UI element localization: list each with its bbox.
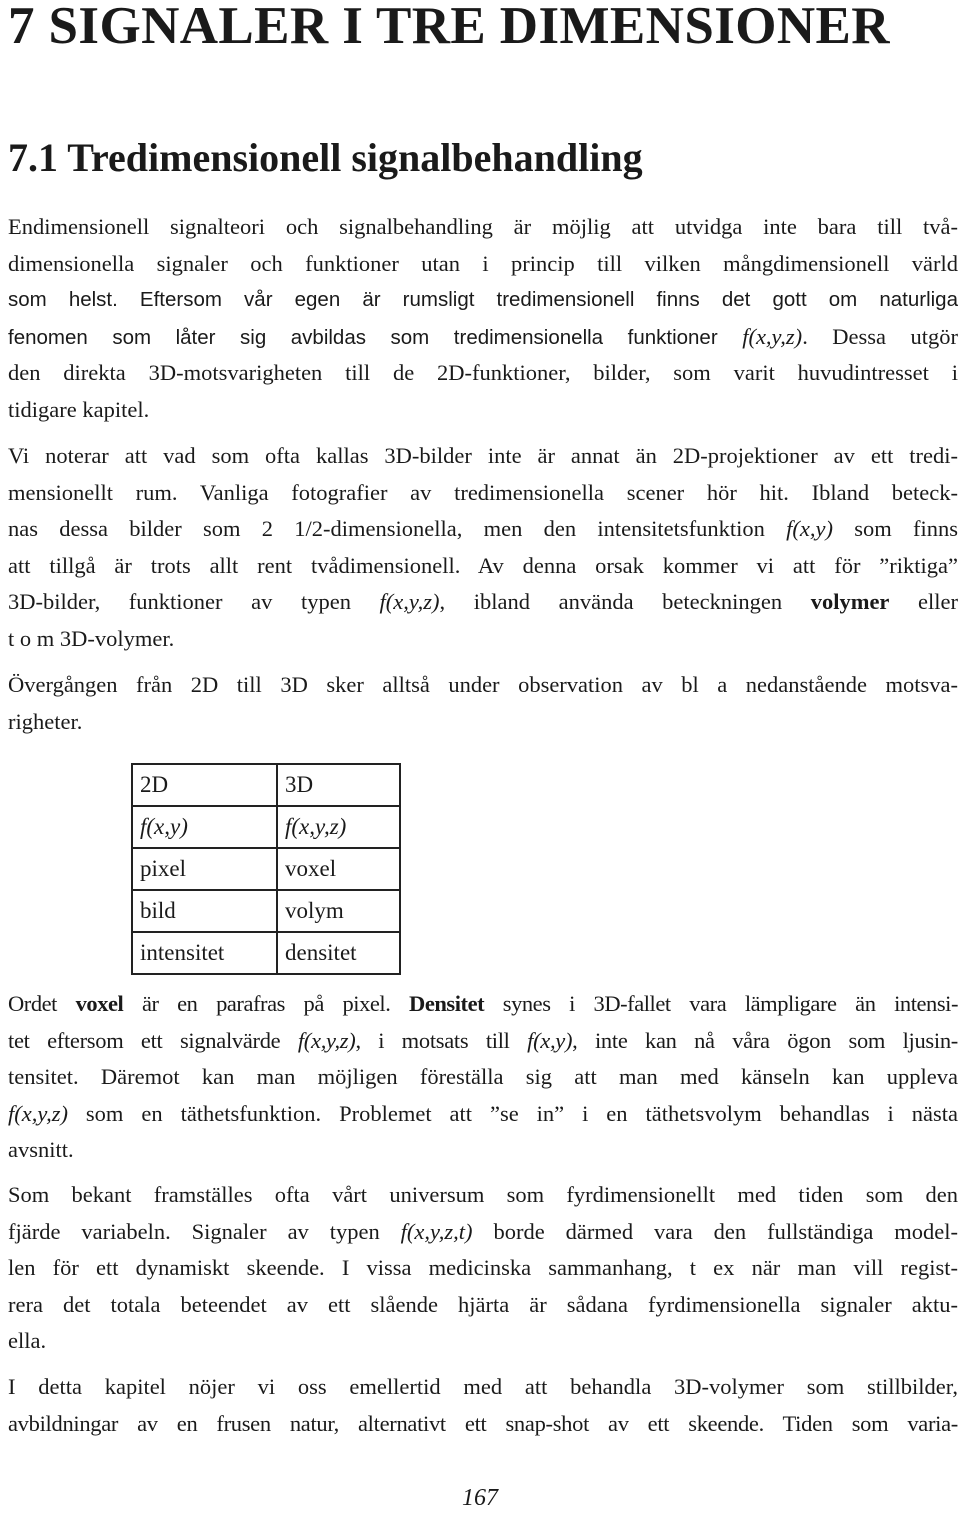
- correspondence-table: [131, 763, 401, 975]
- text-line: rera det totala beteendet av ett slående hjärta är sådana fyrdimensionella signaler aktu-: [8, 1291, 958, 1317]
- text-line: dimensionella signaler och funktioner utan i princip till vilken mångdimensionell värld: [8, 250, 958, 276]
- text-line: ella.: [8, 1328, 47, 1354]
- text-line: tidigare kapitel.: [8, 396, 150, 422]
- text-line: som helst. Eftersom vår egen är rumsligt tredimensionell finns det gott om naturliga: [8, 288, 958, 312]
- text-line: nas dessa bilder som 2 1/2-dimensionella, men den intensitetsfunktion f(x,y) som finns: [8, 516, 958, 542]
- table-cell: f(x,y): [132, 806, 277, 848]
- text-line: t o m 3D-volymer.: [8, 625, 175, 651]
- text-line: Som bekant framställes ofta vårt universum som fyrdimensionellt med tiden som den: [8, 1182, 958, 1207]
- table-row: [132, 890, 400, 932]
- table-row: [132, 806, 400, 848]
- table-cell: 2D: [132, 764, 277, 806]
- text-line: Vi noterar att vad som ofta kallas 3D-bilder inte är annat än 2D-projektioner av ett tredi-: [8, 443, 958, 468]
- table-row: [132, 848, 400, 890]
- text-line: mensionellt rum. Vanliga fotografier av tredimensionella scener hör hit. Ibland beteck-: [8, 479, 958, 505]
- term-volymer: volymer: [810, 589, 890, 615]
- table-row: [132, 764, 400, 806]
- table-row: [132, 932, 400, 974]
- text-line: Endimensionell signalteori och signalbehandling är möjlig att utvidga inte bara till två-: [8, 214, 958, 239]
- text-line: Ordet voxel är en parafras på pixel. Densitet synes i 3D-fallet vara lämpligare än intensi-: [8, 991, 958, 1016]
- text-line: 3D-bilder, funktioner av typen f(x,y,z), ibland använda beteckningen volymer eller: [8, 589, 958, 615]
- math-expression: f(x,y,z): [8, 1100, 68, 1126]
- table-cell: 3D: [277, 764, 400, 806]
- text-line: tensitet. Däremot kan man möjligen föreställa sig att man med känseln kan uppleva: [8, 1064, 958, 1090]
- math-expression: f(x,y,z): [742, 323, 803, 349]
- paragraph-4d: [8, 1177, 958, 1360]
- text-line: att tillgå är trots allt rent tvådimensionell. Av denna orsak kommer vi att för ”riktiga”: [8, 552, 958, 578]
- text-line: den direkta 3D-motsvarigheten till de 2D-funktioner, bilder, som varit huvudintresset i: [8, 360, 958, 386]
- text-line: len för ett dynamiskt skeende. I vissa medicinska sammanhang, t ex när man vill regist-: [8, 1255, 958, 1281]
- paragraph-intro: [8, 209, 958, 429]
- table-cell: intensitet: [132, 932, 277, 974]
- table-cell: densitet: [277, 932, 400, 974]
- text-line: fenomen som låter sig avbildas som tredimensionella funktioner f(x,y,z). Dessa utgör: [8, 323, 958, 349]
- text-line: tet eftersom ett signalvärde f(x,y,z), i motsats till f(x,y), inte kan nå våra ögon som ljusin-: [8, 1027, 958, 1053]
- text-line: avbildningar av en frusen natur, alternativt ett snap-shot av ett skeende. Tiden som varia-: [8, 1410, 958, 1436]
- table-cell: bild: [132, 890, 277, 932]
- text-line: f(x,y,z) som en täthetsfunktion. Problemet att ”se in” i en täthetsvolym behandlas i nästa: [8, 1100, 958, 1126]
- table-cell: volym: [277, 890, 400, 932]
- chapter-title: 7 SIGNALER I TRE DIMENSIONER: [8, 0, 890, 55]
- paragraph-voxel: [8, 986, 958, 1169]
- table-cell: pixel: [132, 848, 277, 890]
- text-line: Övergången från 2D till 3D sker alltså under observation av bl a nedanstående motsva-: [8, 672, 958, 697]
- paragraph-3d-images: [8, 438, 958, 658]
- table-cell: f(x,y,z): [277, 806, 400, 848]
- text-line: avsnitt.: [8, 1137, 74, 1163]
- table-cell: voxel: [277, 848, 400, 890]
- paragraph-transition: [8, 667, 958, 740]
- page-number: 167: [462, 1485, 498, 1511]
- math-expression: f(x,y,z,t): [400, 1218, 473, 1244]
- text-line: I detta kapitel nöjer vi oss emellertid med att behandla 3D-volymer som stillbilder,: [8, 1374, 958, 1399]
- text-line: fjärde variabeln. Signaler av typen f(x,y,z,t) borde därmed vara den fullständiga model-: [8, 1218, 958, 1244]
- math-expression: f(x,y,z): [379, 589, 440, 615]
- math-expression: f(x,y): [786, 516, 833, 542]
- math-expression: f(x,y,z): [297, 1027, 356, 1053]
- math-expression: f(x,y): [527, 1027, 573, 1053]
- paragraph-scope: [8, 1369, 958, 1442]
- text-line: righeter.: [8, 708, 83, 734]
- section-title: 7.1 Tredimensionell signalbehandling: [8, 135, 643, 180]
